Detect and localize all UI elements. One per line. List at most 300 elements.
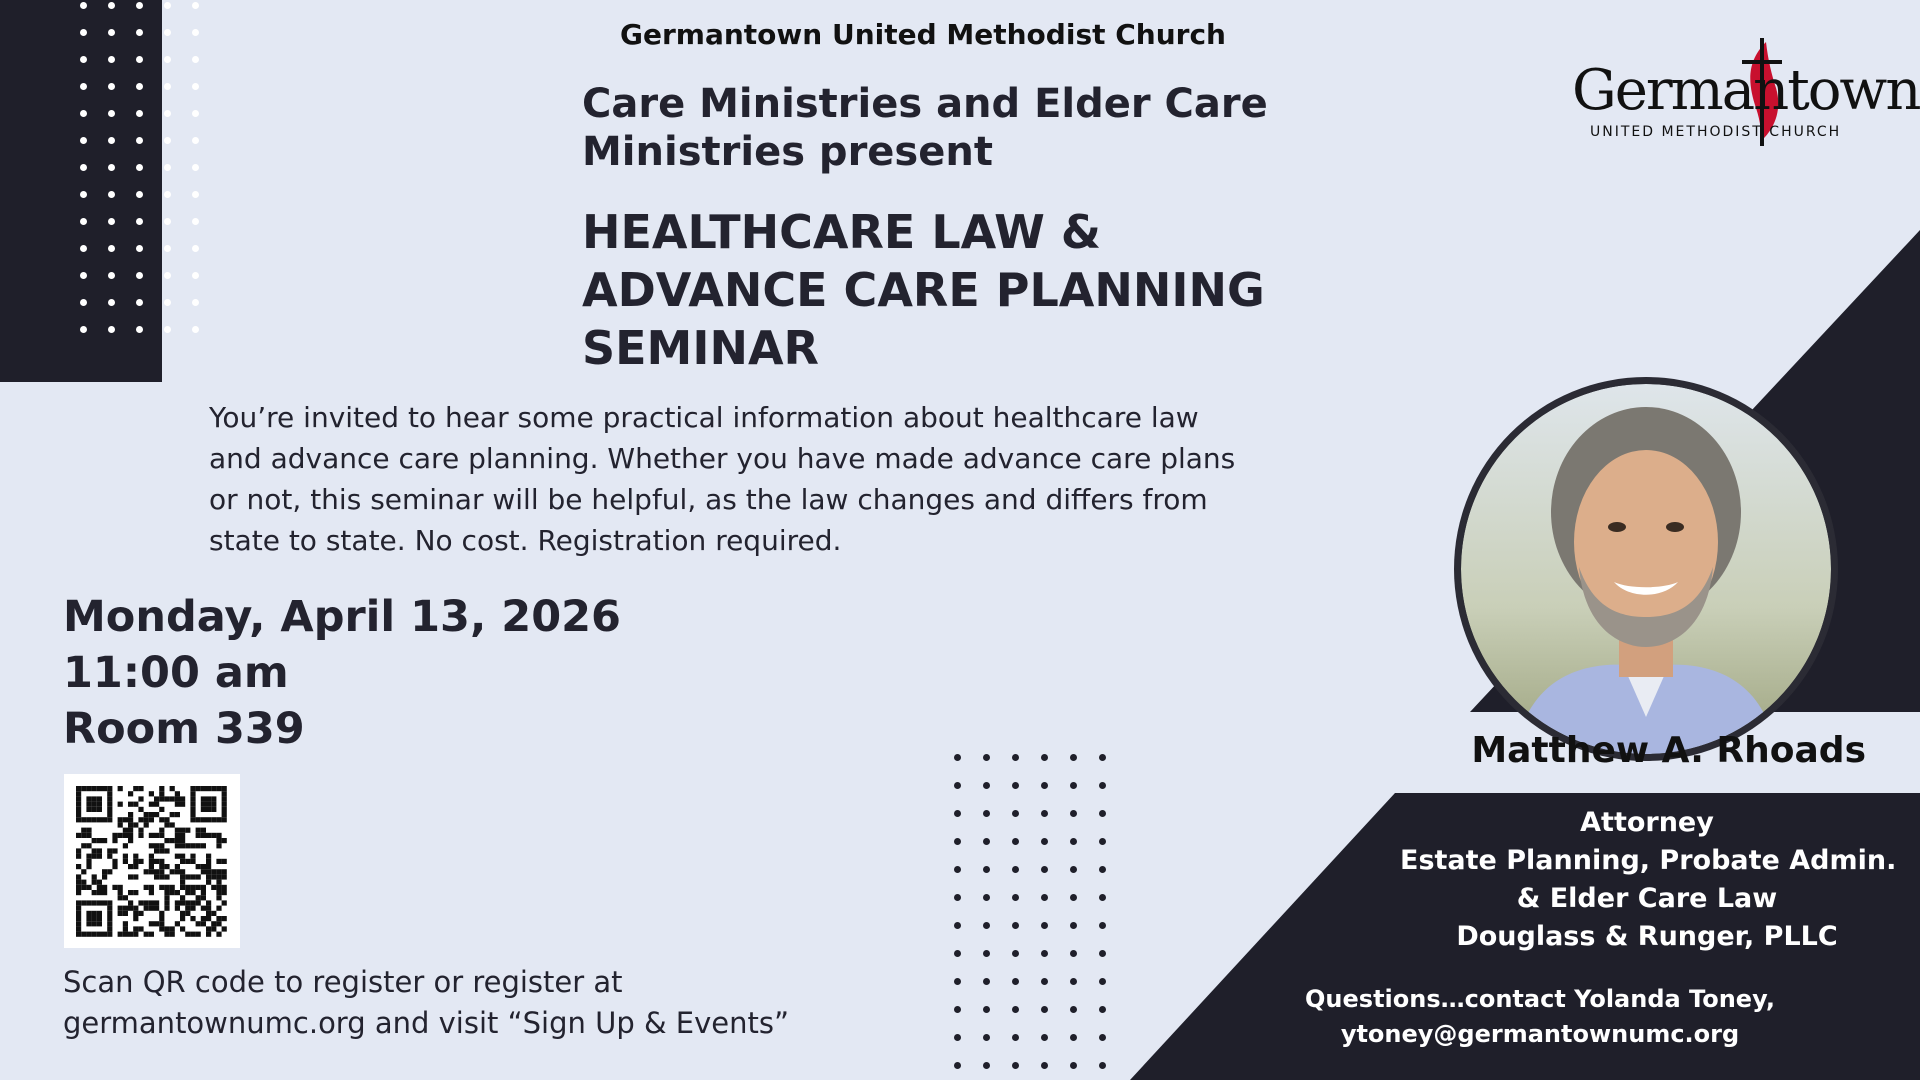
decorative-dot	[1041, 894, 1048, 901]
qr-module	[76, 926, 81, 931]
qr-module	[190, 906, 195, 911]
qr-module	[222, 859, 227, 864]
qr-module	[175, 900, 180, 905]
qr-module	[97, 900, 102, 905]
decorative-dot	[954, 950, 961, 957]
qr-module	[154, 874, 159, 879]
qr-module	[128, 822, 133, 827]
decorative-dot	[983, 838, 990, 845]
qr-module	[133, 926, 138, 931]
qr-module	[159, 807, 164, 812]
qr-module	[107, 848, 112, 853]
qr-module	[206, 880, 211, 885]
church-name: Germantown United Methodist Church	[620, 18, 1226, 51]
qr-module	[102, 838, 107, 843]
qr-module	[164, 885, 169, 890]
presenters-line-1: Care Ministries and Elder Care	[582, 81, 1268, 127]
qr-module	[128, 874, 133, 879]
decorative-dot	[983, 922, 990, 929]
speaker-name: Matthew A. Rhoads	[1471, 730, 1866, 771]
qr-module	[138, 859, 143, 864]
decorative-dot	[954, 754, 961, 761]
qr-module	[159, 926, 164, 931]
event-room: Room 339	[63, 704, 305, 754]
qr-module	[170, 869, 175, 874]
qr-module	[144, 869, 149, 874]
qr-module	[180, 833, 185, 838]
qr-module	[170, 885, 175, 890]
qr-module	[128, 900, 133, 905]
qr-module	[180, 926, 185, 931]
qr-module	[76, 848, 81, 853]
qr-module	[107, 900, 112, 905]
qr-module	[180, 911, 185, 916]
qr-module	[216, 906, 221, 911]
qr-module	[86, 807, 91, 812]
qr-module	[159, 817, 164, 822]
registration-info	[63, 962, 789, 1044]
qr-module	[97, 848, 102, 853]
qr-module	[175, 890, 180, 895]
qr-module	[211, 921, 216, 926]
qr-module	[107, 932, 112, 937]
qr-module	[107, 786, 112, 791]
qr-module	[138, 796, 143, 801]
description	[209, 397, 1235, 561]
qr-module	[180, 843, 185, 848]
seminar-title-line-2: ADVANCE CARE PLANNING	[582, 263, 1265, 317]
qr-module	[133, 890, 138, 895]
qr-module	[201, 796, 206, 801]
decorative-dot	[1041, 978, 1048, 985]
contact-email[interactable]: ytoney@germantownumc.org	[1340, 1020, 1740, 1048]
qr-module	[185, 859, 190, 864]
qr-module	[185, 932, 190, 937]
qr-module	[170, 796, 175, 801]
qr-module	[201, 786, 206, 791]
description-line-2: and advance care planning. Whether you have made advance care plans	[209, 442, 1236, 475]
qr-module	[159, 874, 164, 879]
qr-module	[92, 921, 97, 926]
qr-module	[138, 833, 143, 838]
qr-module	[190, 796, 195, 801]
qr-module	[118, 786, 123, 791]
decorative-dot	[1012, 866, 1019, 873]
qr-module	[138, 828, 143, 833]
qr-module	[86, 916, 91, 921]
qr-module	[159, 921, 164, 926]
qr-module	[201, 869, 206, 874]
qr-module	[76, 932, 81, 937]
qr-module	[216, 786, 221, 791]
decorative-dot	[1041, 782, 1048, 789]
qr-module	[196, 786, 201, 791]
qr-module	[201, 807, 206, 812]
qr-module	[86, 921, 91, 926]
qr-module	[112, 885, 117, 890]
qr-module	[76, 854, 81, 859]
qr-module	[97, 911, 102, 916]
decorative-dot	[983, 1062, 990, 1069]
qr-module	[222, 817, 227, 822]
qr-module	[86, 900, 91, 905]
qr-module	[92, 796, 97, 801]
qr-module	[92, 802, 97, 807]
qr-module	[76, 890, 81, 895]
qr-module	[222, 807, 227, 812]
seminar-title-line-3: SEMINAR	[582, 321, 819, 375]
qr-module	[159, 786, 164, 791]
qr-module	[144, 900, 149, 905]
decorative-dot	[954, 866, 961, 873]
qr-module	[118, 885, 123, 890]
qr-module	[154, 921, 159, 926]
speaker-photo	[1454, 377, 1838, 761]
qr-module	[102, 890, 107, 895]
qr-module	[138, 911, 143, 916]
qr-module	[133, 854, 138, 859]
decorative-dot	[1041, 810, 1048, 817]
qr-module	[216, 932, 221, 937]
qr-module	[102, 817, 107, 822]
qr-module	[92, 786, 97, 791]
decorative-dot	[1099, 894, 1106, 901]
qr-module	[201, 921, 206, 926]
speaker-role-line-2: Estate Planning, Probate Admin.	[1400, 845, 1897, 876]
qr-module	[149, 817, 154, 822]
decorative-dot	[983, 866, 990, 873]
qr-module	[118, 911, 123, 916]
qr-module	[92, 932, 97, 937]
qr-module	[76, 786, 81, 791]
qr-module	[144, 906, 149, 911]
qr-module	[86, 786, 91, 791]
qr-module	[118, 906, 123, 911]
decorative-dot	[1012, 922, 1019, 929]
qr-module	[175, 838, 180, 843]
speaker-role-line-1: Attorney	[1580, 807, 1714, 838]
qr-module	[123, 926, 128, 931]
qr-module	[164, 906, 169, 911]
qr-module	[102, 932, 107, 937]
decorative-dot	[954, 810, 961, 817]
qr-module	[107, 911, 112, 916]
qr-module	[170, 812, 175, 817]
qr-code[interactable]	[64, 774, 240, 948]
qr-module	[222, 786, 227, 791]
qr-module	[164, 890, 169, 895]
decorative-dot	[1041, 754, 1048, 761]
decorative-dot	[954, 782, 961, 789]
decorative-dot	[1070, 754, 1077, 761]
decorative-dot	[1099, 866, 1106, 873]
qr-module	[222, 900, 227, 905]
decorative-dot	[1070, 922, 1077, 929]
qr-module	[92, 854, 97, 859]
qr-module	[201, 890, 206, 895]
qr-module	[76, 906, 81, 911]
decorative-dot	[1070, 894, 1077, 901]
qr-module	[76, 817, 81, 822]
qr-module	[170, 838, 175, 843]
qr-module	[123, 911, 128, 916]
qr-module	[190, 900, 195, 905]
qr-module	[107, 926, 112, 931]
qr-module	[138, 926, 143, 931]
qr-module	[190, 843, 195, 848]
qr-module	[149, 833, 154, 838]
qr-module	[118, 822, 123, 827]
qr-module	[196, 885, 201, 890]
qr-module	[107, 807, 112, 812]
qr-module	[216, 817, 221, 822]
qr-module	[123, 932, 128, 937]
event-time: 11:00 am	[63, 648, 289, 698]
qr-module	[164, 926, 169, 931]
qr-module	[196, 932, 201, 937]
qr-module	[180, 828, 185, 833]
decorative-dot	[954, 838, 961, 845]
qr-module	[159, 796, 164, 801]
qr-module	[102, 885, 107, 890]
qr-module	[201, 828, 206, 833]
decorative-dot	[1070, 950, 1077, 957]
qr-module	[222, 791, 227, 796]
qr-module	[196, 895, 201, 900]
qr-module	[149, 869, 154, 874]
qr-module	[211, 874, 216, 879]
decorative-dot	[1070, 866, 1077, 873]
qr-module	[206, 802, 211, 807]
contact-line-1: Questions…contact Yolanda Toney,	[1305, 985, 1775, 1013]
qr-module	[170, 932, 175, 937]
qr-module	[196, 900, 201, 905]
qr-module	[102, 786, 107, 791]
qr-module	[81, 900, 86, 905]
qr-module	[144, 885, 149, 890]
qr-module	[76, 802, 81, 807]
qr-module	[201, 885, 206, 890]
qr-module	[86, 828, 91, 833]
qr-module	[201, 895, 206, 900]
qr-module	[154, 900, 159, 905]
qr-module	[133, 822, 138, 827]
qr-module	[128, 864, 133, 869]
qr-module	[180, 854, 185, 859]
qr-module	[206, 900, 211, 905]
qr-module	[149, 791, 154, 796]
qr-module	[216, 838, 221, 843]
decorative-dot	[1041, 1006, 1048, 1013]
qr-module	[206, 859, 211, 864]
decorative-dot	[1070, 1034, 1077, 1041]
qr-module	[175, 802, 180, 807]
qr-module	[175, 812, 180, 817]
decorative-dot	[1099, 950, 1106, 957]
qr-module	[123, 817, 128, 822]
qr-module	[206, 874, 211, 879]
decorative-dot	[1041, 838, 1048, 845]
qr-module	[128, 838, 133, 843]
qr-module	[86, 885, 91, 890]
qr-module	[97, 796, 102, 801]
qr-module	[190, 786, 195, 791]
qr-module	[190, 932, 195, 937]
qr-module	[190, 802, 195, 807]
qr-module	[222, 874, 227, 879]
decorative-dot	[1070, 1006, 1077, 1013]
qr-module	[164, 838, 169, 843]
decorative-dot	[983, 894, 990, 901]
qr-module	[76, 911, 81, 916]
speaker-portrait-image	[1454, 377, 1838, 761]
qr-module	[133, 911, 138, 916]
decorative-dot	[954, 1006, 961, 1013]
qr-module	[216, 843, 221, 848]
qr-module	[102, 869, 107, 874]
qr-module	[222, 812, 227, 817]
description-line-4: state to state. No cost. Registration required.	[209, 524, 842, 557]
qr-module	[211, 869, 216, 874]
qr-module	[107, 916, 112, 921]
qr-module	[92, 838, 97, 843]
qr-module	[133, 932, 138, 937]
qr-module	[128, 833, 133, 838]
qr-module	[128, 812, 133, 817]
qr-module	[144, 932, 149, 937]
presenters-line-2: Ministries present	[582, 129, 993, 175]
qr-module	[86, 854, 91, 859]
qr-module	[196, 874, 201, 879]
qr-module	[144, 817, 149, 822]
qr-module	[149, 900, 154, 905]
seminar-title-line-1: HEALTHCARE LAW &	[582, 205, 1102, 259]
qr-module	[123, 921, 128, 926]
qr-module	[128, 932, 133, 937]
qr-module	[222, 869, 227, 874]
qr-module	[222, 796, 227, 801]
qr-module	[159, 859, 164, 864]
qr-module	[144, 812, 149, 817]
qr-module	[180, 869, 185, 874]
qr-module	[149, 843, 154, 848]
qr-module	[196, 833, 201, 838]
qr-module	[154, 843, 159, 848]
qr-module	[206, 864, 211, 869]
qr-module	[128, 802, 133, 807]
church-logo	[1570, 38, 1920, 148]
qr-module	[92, 807, 97, 812]
qr-module	[76, 900, 81, 905]
qr-module	[175, 828, 180, 833]
qr-module	[76, 796, 81, 801]
decorative-dot	[1012, 978, 1019, 985]
qr-module	[128, 817, 133, 822]
qr-module	[92, 817, 97, 822]
decorative-dot	[1041, 1062, 1048, 1069]
qr-module	[211, 833, 216, 838]
qr-module	[190, 807, 195, 812]
qr-module	[118, 890, 123, 895]
qr-module	[149, 854, 154, 859]
qr-module	[154, 869, 159, 874]
qr-module	[107, 817, 112, 822]
decorative-dot	[983, 978, 990, 985]
qr-module	[149, 932, 154, 937]
qr-module	[112, 859, 117, 864]
qr-module	[164, 895, 169, 900]
logo-subline: UNITED METHODIST CHURCH	[1590, 124, 1842, 140]
qr-module	[149, 859, 154, 864]
qr-module	[159, 911, 164, 916]
qr-module	[107, 802, 112, 807]
qr-module	[206, 817, 211, 822]
qr-module	[97, 921, 102, 926]
qr-module	[164, 822, 169, 827]
qr-module	[92, 880, 97, 885]
qr-module	[76, 916, 81, 921]
qr-module	[216, 833, 221, 838]
qr-module	[81, 880, 86, 885]
qr-module	[159, 833, 164, 838]
qr-module	[211, 786, 216, 791]
qr-module	[133, 859, 138, 864]
qr-module	[76, 880, 81, 885]
qr-module	[86, 817, 91, 822]
qr-module	[107, 906, 112, 911]
qr-module	[190, 859, 195, 864]
qr-module	[185, 874, 190, 879]
qr-module	[185, 906, 190, 911]
qr-module	[128, 890, 133, 895]
qr-module	[138, 817, 143, 822]
qr-module	[164, 817, 169, 822]
qr-module	[112, 848, 117, 853]
qr-module	[97, 854, 102, 859]
qr-module	[164, 864, 169, 869]
qr-module	[149, 864, 154, 869]
qr-module	[76, 921, 81, 926]
speaker-credentials	[1400, 804, 1897, 956]
qr-module	[201, 864, 206, 869]
qr-module	[138, 786, 143, 791]
qr-module	[133, 802, 138, 807]
qr-module	[211, 885, 216, 890]
qr-module	[206, 906, 211, 911]
qr-module	[149, 885, 154, 890]
decorative-dot	[1070, 782, 1077, 789]
qr-module	[86, 833, 91, 838]
qr-module	[76, 812, 81, 817]
qr-module	[86, 859, 91, 864]
qr-module	[206, 916, 211, 921]
qr-module	[128, 828, 133, 833]
qr-module	[216, 885, 221, 890]
decorative-dot	[954, 894, 961, 901]
event-details	[63, 589, 621, 757]
qr-module	[211, 807, 216, 812]
qr-module	[206, 796, 211, 801]
qr-module	[206, 911, 211, 916]
decorative-dot	[1012, 1034, 1019, 1041]
qr-module	[170, 822, 175, 827]
qr-module	[185, 900, 190, 905]
qr-module	[201, 916, 206, 921]
qr-module	[92, 874, 97, 879]
decorative-dot	[1012, 782, 1019, 789]
qr-module	[107, 791, 112, 796]
qr-module	[123, 906, 128, 911]
